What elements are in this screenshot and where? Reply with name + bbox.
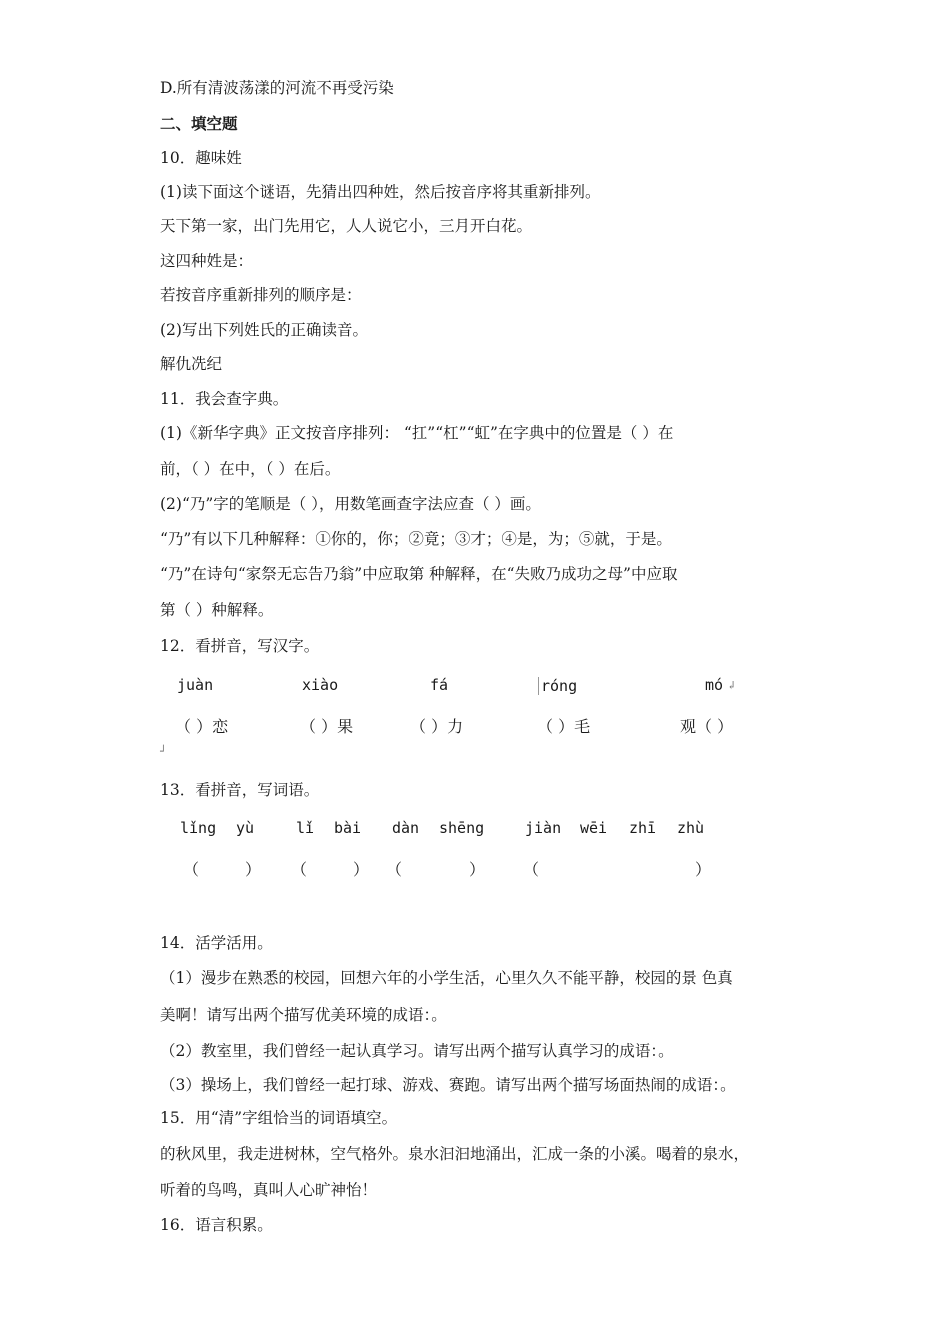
q12-blank: （ ）毛	[537, 717, 591, 736]
paragraph-mark: ↲	[727, 679, 737, 692]
q13-pinyin: zhù	[677, 819, 705, 837]
q14-p3: （3）操场上，我们曾经一起打球、游戏、赛跑。请写出两个描写场面热闹的成语：。	[160, 1076, 736, 1094]
q13-pinyin: jiàn	[525, 819, 562, 837]
q12-blank: 观（ ）	[680, 717, 734, 736]
q12-blank: （ ）力	[410, 717, 464, 736]
q10-part1: (1)读下面这个谜语，先猜出四种姓，然后按音序将其重新排列。	[160, 183, 601, 201]
q12-pinyin: mó	[705, 676, 724, 694]
corner-mark: ┘	[160, 745, 167, 758]
q12-pinyin: juàn	[177, 676, 214, 694]
q12-title: 12．看拼音，写汉字。	[160, 637, 320, 655]
q10-title: 10．趣味姓	[160, 149, 242, 167]
q13-open-paren: （	[291, 860, 308, 879]
q13-open-paren: （	[523, 860, 540, 879]
q11-meanings: “乃”有以下几种解释：①你的，你；②竟；③才；④是，为；⑤就，于是。	[160, 530, 672, 548]
q14-p1a: （1）漫步在熟悉的校园，回想六年的小学生活，心里久久不能平静，校园的景 色真	[160, 969, 733, 987]
q10-part2: (2)写出下列姓氏的正确读音。	[160, 321, 368, 339]
option-d: D.所有清波荡漾的河流不再受污染	[160, 79, 394, 97]
q13-pinyin: wēi	[580, 819, 608, 837]
q11-p2: (2)“乃”字的笔顺是（ ），用数笔画查字法应查（ ）画。	[160, 495, 541, 513]
q11-title: 11．我会查字典。	[160, 390, 289, 408]
q15-title: 15．用“清”字组恰当的词语填空。	[160, 1109, 398, 1127]
q14-title: 14．活学活用。	[160, 934, 273, 952]
q11-p3b: 第（ ）种解释。	[160, 601, 274, 619]
q13-open-paren: （	[386, 860, 403, 879]
q14-p2: （2）教室里，我们曾经一起认真学习。请写出两个描写认真学习的成语：。	[160, 1042, 674, 1060]
q13-close-paren: ）	[469, 860, 486, 879]
q12-pinyin: róng	[538, 677, 577, 695]
q12-pinyin: fá	[430, 676, 449, 694]
q13-pinyin: shēng	[439, 819, 485, 837]
q11-p3a: “乃”在诗句“家祭无忘告乃翁”中应取第 种解释，在“失败乃成功之母”中应取	[160, 565, 678, 583]
q13-pinyin: lǐ	[296, 819, 315, 837]
q13-pinyin: zhī	[629, 819, 657, 837]
q13-pinyin: dàn	[392, 819, 420, 837]
q12-pinyin: xiào	[302, 676, 339, 694]
q13-pinyin: yù	[236, 819, 255, 837]
q11-p1b: 前，（ ）在中，（ ）在后。	[160, 460, 341, 478]
section-title: 二、填空题	[160, 114, 238, 133]
q10-riddle: 天下第一家，出门先用它，人人说它小，三月开白花。	[160, 217, 533, 235]
q14-p1b: 美啊！请写出两个描写优美环境的成语：。	[160, 1006, 447, 1024]
q10-four-surnames: 这四种姓是：	[160, 252, 254, 270]
q13-close-paren: ）	[695, 860, 712, 879]
q13-pinyin: bài	[334, 819, 362, 837]
q10-surnames: 解仇冼纪	[160, 355, 223, 373]
q11-p1a: (1)《新华字典》正文按音序排列： “扛”“杠”“虹”在字典中的位置是（ ）在	[160, 424, 674, 442]
q15-line2: 听着的鸟鸣，真叫人心旷神怡！	[160, 1181, 378, 1199]
q10-order: 若按音序重新排列的顺序是：	[160, 286, 362, 304]
q12-blank: （ ）恋	[175, 717, 229, 736]
q13-close-paren: ）	[245, 860, 262, 879]
q13-title: 13．看拼音，写词语。	[160, 781, 320, 799]
q13-close-paren: ）	[353, 860, 370, 879]
q12-blank: （ ）果	[300, 717, 354, 736]
q16-title: 16．语言积累。	[160, 1216, 273, 1234]
q13-pinyin: lǐng	[180, 819, 217, 837]
q13-open-paren: （	[183, 860, 200, 879]
q15-line1: 的秋风里，我走进树林，空气格外。泉水汩汩地涌出，汇成一条的小溪。喝着的泉水，	[160, 1145, 750, 1163]
